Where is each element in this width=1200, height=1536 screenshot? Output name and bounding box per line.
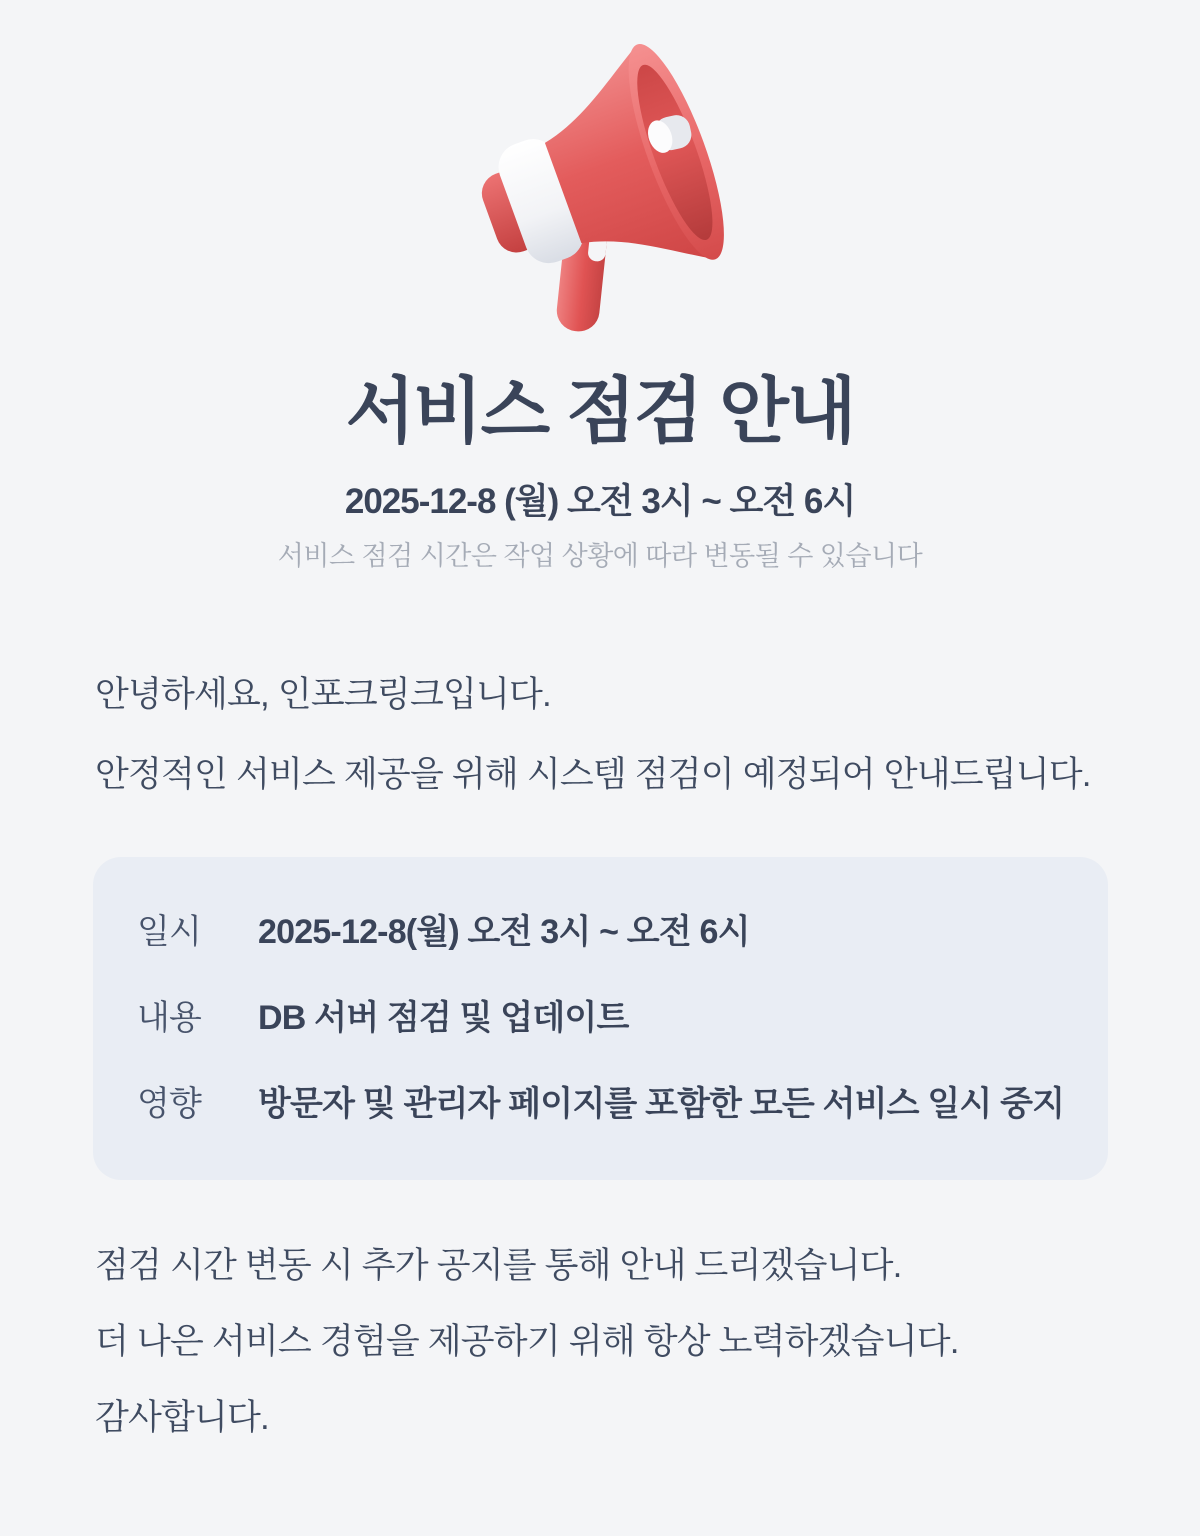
closing-line-2: 더 나은 서비스 경험을 제공하기 위해 항상 노력하겠습니다. [95, 1322, 959, 1361]
greeting-line-2: 안정적인 서비스 제공을 위해 시스템 점검이 예정되어 안내드립니다. [95, 755, 1091, 794]
detail-value: 2025-12-8(월) 오전 3시 ~ 오전 6시 [258, 913, 750, 951]
greeting-line-1: 안녕하세요, 인포크링크입니다. [95, 675, 551, 714]
detail-label: 내용 [137, 999, 202, 1037]
detail-value: DB 서버 점검 및 업데이트 [258, 999, 629, 1037]
detail-row-datetime [137, 912, 1068, 952]
closing-line-1: 점검 시간 변동 시 추가 공지를 통해 안내 드리겠습니다. [95, 1246, 902, 1285]
page-title: 서비스 점검 안내 [345, 372, 855, 452]
closing-line-3: 감사합니다. [95, 1398, 269, 1437]
closing-section [95, 1246, 1105, 1438]
maintenance-detail-box [93, 857, 1108, 1180]
maintenance-schedule: 2025-12-8 (월) 오전 3시 ~ 오전 6시 [344, 482, 856, 521]
schedule-note: 서비스 점검 시간은 작업 상황에 따라 변동될 수 있습니다 [277, 541, 923, 571]
megaphone-icon [440, 38, 760, 343]
detail-label: 영향 [137, 1085, 202, 1123]
detail-row-impact [137, 1084, 1068, 1124]
detail-row-content [137, 998, 1068, 1038]
hero-illustration [0, 0, 1200, 343]
detail-value: 방문자 및 관리자 페이지를 포함한 모든 서비스 일시 중지 [258, 1085, 1065, 1123]
detail-label: 일시 [137, 913, 202, 951]
greeting-section [95, 675, 1105, 795]
